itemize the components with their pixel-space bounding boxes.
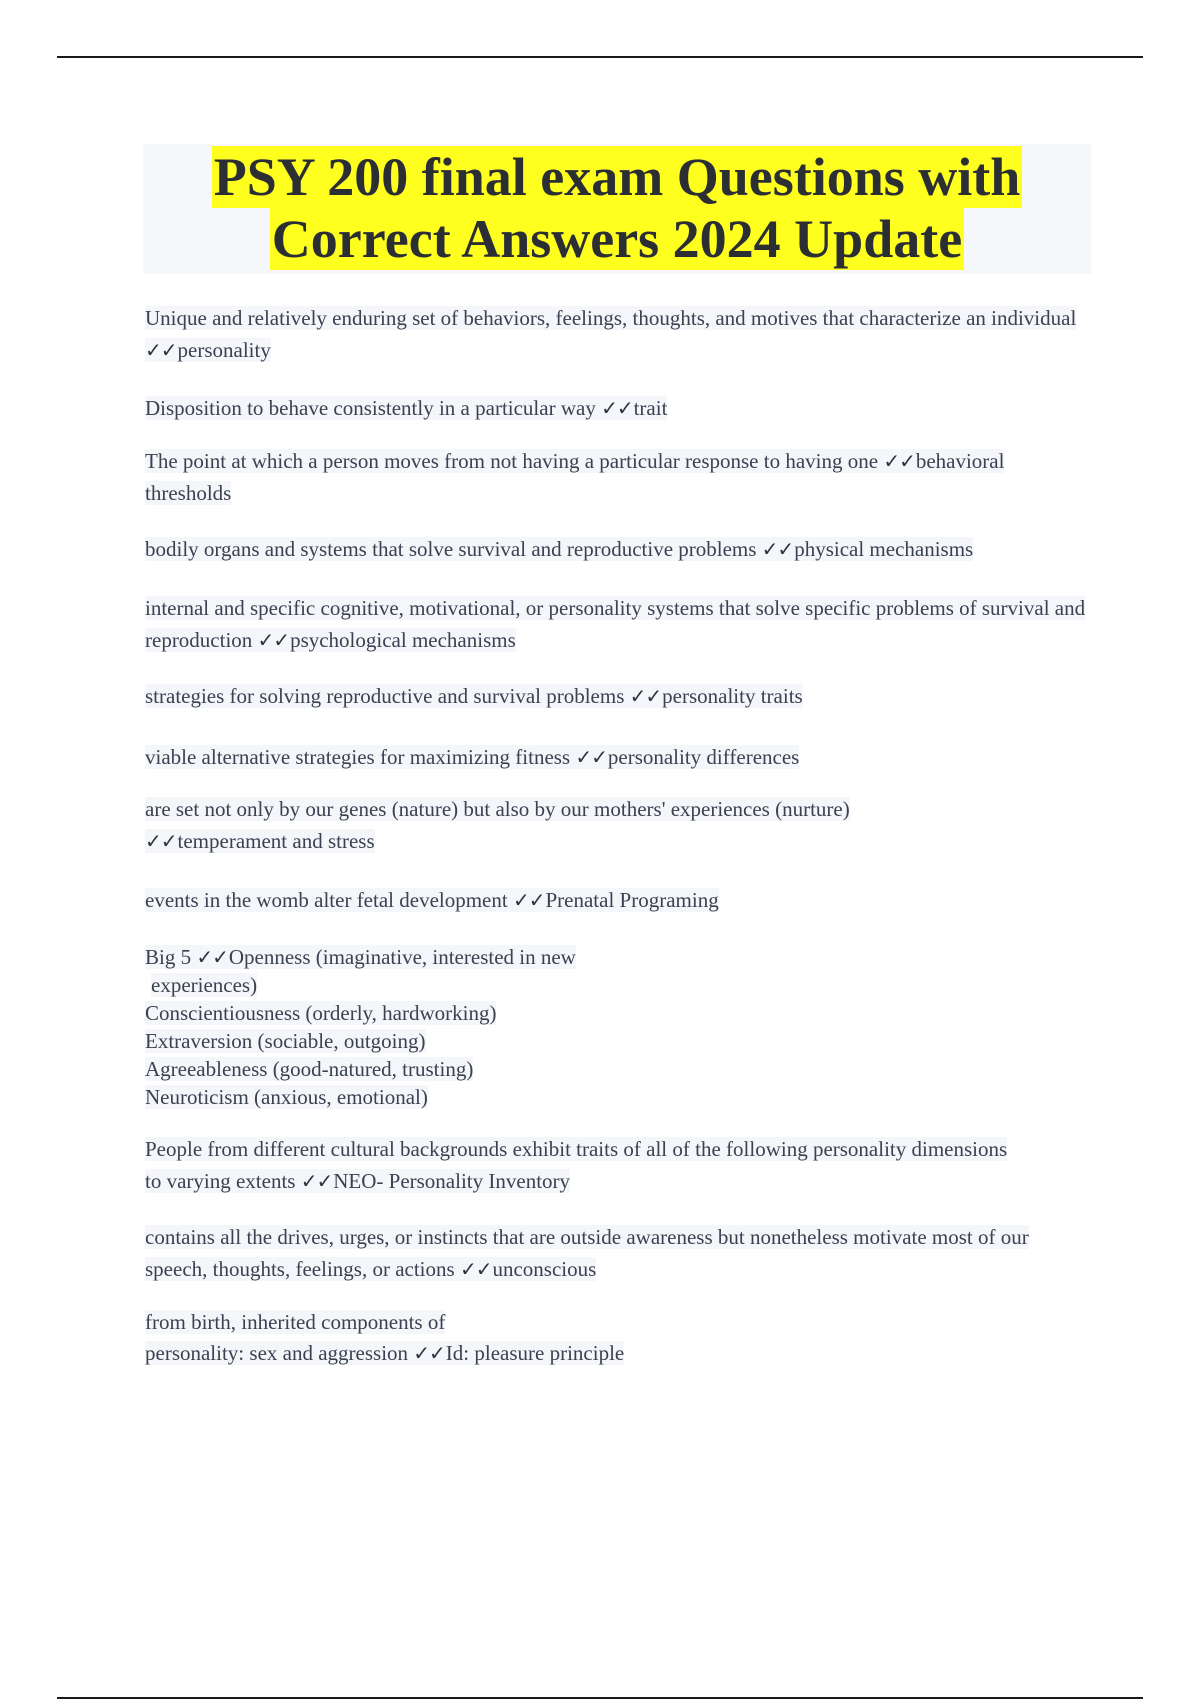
big5-trait-line: Agreeableness (good-natured, trusting) (145, 1057, 474, 1081)
question-text: Big 5 (145, 945, 192, 969)
answer-text: psychological mechanisms (290, 628, 516, 652)
answer-text: Prenatal Programing (545, 888, 719, 912)
question-text: Unique and relatively enduring set of behaviors, feelings, thoughts, and motives that characterize an individual (145, 306, 1077, 330)
qa-item-1 (145, 302, 1095, 366)
question-text: strategies for solving reproductive and survival problems (145, 684, 625, 708)
question-text: events in the womb alter fetal development (145, 888, 508, 912)
check-icon: ✓✓ (512, 888, 545, 912)
question-text: bodily organs and systems that solve survival and reproductive problems (145, 537, 757, 561)
document-title-line-1: PSY 200 final exam Questions with (213, 147, 1021, 207)
qa-item-7 (145, 741, 1095, 773)
check-icon: ✓✓ (761, 537, 794, 561)
question-text: are set not only by our genes (nature) but also by our mothers' experiences (nurture) (145, 797, 850, 821)
qa-item-9 (145, 884, 1095, 916)
check-icon: ✓✓ (300, 1169, 333, 1193)
check-icon: ✓✓ (601, 396, 633, 420)
check-icon: ✓✓ (413, 1341, 445, 1365)
title-block (143, 144, 1091, 274)
answer-text: physical mechanisms (794, 537, 974, 561)
answer-text: unconscious (492, 1257, 597, 1281)
answer-text: NEO- Personality Inventory (333, 1169, 571, 1193)
question-text: viable alternative strategies for maximizing fitness (145, 745, 571, 769)
answer-text: trait (633, 396, 668, 420)
qa-item-12 (145, 1307, 1095, 1369)
question-text: personality: sex and aggression (145, 1341, 409, 1365)
check-icon: ✓✓ (883, 449, 915, 473)
check-icon: ✓✓ (257, 628, 290, 652)
check-icon: ✓✓ (145, 829, 177, 853)
check-icon: ✓✓ (196, 945, 228, 969)
answer-text: Openness (imaginative, interested in new (228, 945, 576, 969)
qa-item-2 (145, 392, 1095, 424)
question-text: Disposition to behave consistently in a particular way (145, 396, 596, 420)
qa-item-10 (145, 1133, 1025, 1197)
check-icon: ✓✓ (459, 1257, 492, 1281)
bottom-rule (57, 1697, 1143, 1699)
question-text: internal and specific cognitive, motivational, or personality systems that solve specific problems of survival and reproduction (145, 596, 1086, 652)
answer-text: temperament and stress (177, 829, 375, 853)
qa-item-8 (145, 793, 975, 857)
answer-text: behavioral thresholds (145, 449, 1005, 505)
check-icon: ✓✓ (575, 745, 607, 769)
question-text: from birth, inherited components of (145, 1310, 446, 1334)
qa-item-big5 (145, 943, 1095, 1111)
question-text: The point at which a person moves from not having a particular response to having one (145, 449, 879, 473)
big5-trait-line: Conscientiousness (orderly, hardworking) (145, 1001, 497, 1025)
big5-trait-line: Neuroticism (anxious, emotional) (145, 1085, 428, 1109)
qa-item-3 (145, 445, 1095, 509)
qa-list (145, 302, 1095, 1369)
big5-trait-line: Extraversion (sociable, outgoing) (145, 1029, 426, 1053)
check-icon: ✓✓ (629, 684, 662, 708)
qa-item-11 (145, 1221, 1065, 1285)
qa-item-4 (145, 536, 985, 563)
answer-text: personality differences (607, 745, 800, 769)
qa-item-5 (145, 592, 1095, 656)
question-text: contains all the drives, urges, or instincts that are outside awareness but nonetheless motivate most of our speech, thoughts, feelings, or actions (145, 1225, 1029, 1281)
document-title-line-2: Correct Answers 2024 Update (271, 209, 963, 269)
qa-item-6 (145, 680, 1095, 712)
question-text: People from different cultural backgrounds exhibit traits of all of the following personality dimensions to varying extents (145, 1137, 1008, 1193)
answer-text: personality (177, 338, 271, 362)
top-rule (57, 56, 1143, 58)
check-icon: ✓✓ (145, 338, 177, 362)
answer-text: Id: pleasure principle (445, 1341, 625, 1365)
answer-text: experiences) (151, 973, 258, 997)
answer-text: personality traits (662, 684, 803, 708)
